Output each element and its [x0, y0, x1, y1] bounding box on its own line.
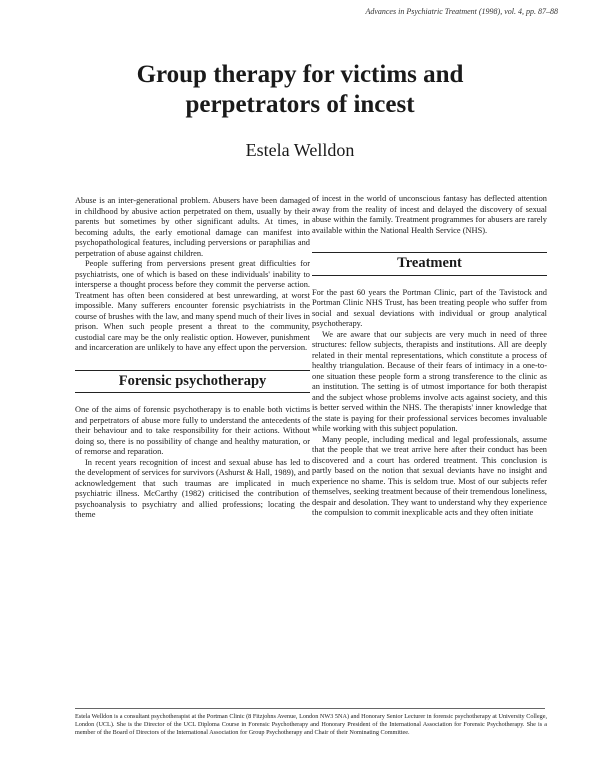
paragraph: Many people, including medical and legal professionals, assume that the people that we treat arrive here after their conduct has been discovered and a court has ordered treatment. This conclusion is partly based on the notion that sexual deviants have no insight and experience no shame. This is seldom true. Most of our subjects refer themselves, seeking treatment because of their tremendous loneliness, despair and desolation. They want to understand why they experience the compulsion to commit inexplicable acts and they often initiate: [312, 434, 547, 517]
article-title: [0, 60, 600, 120]
paragraph: In recent years recognition of incest and sexual abuse has led to the development of services for survivors (Ashurst & Hall, 1989), and acknowledgement that such traumas are implicated in much psychiatric illness. McCarthy (1982) criticised the contribution of psychoanalysis to psychiatry and allied professions; locating the theme: [75, 457, 310, 519]
paragraph: For the past 60 years the Portman Clinic, part of the Tavistock and Portman Clinic NHS Trust, has been treating people who suffer from social and sexual deviations with individual or group analytical psychotherapy.: [312, 287, 547, 328]
paragraph: Abuse is an inter-generational problem. Abusers have been damaged in childhood by abusive action perpetrated on them, usually by their parents but sometimes by other significant adults. At times, in becoming adults, the early emotional damage can manifest into psychopathological features, including perversions or paraphilias and perpetration of abuse against children.: [75, 196, 310, 258]
author-name: Estela Welldon: [245, 140, 355, 160]
paragraph: People suffering from perversions present great difficulties for psychiatrists, one of which is based on these individuals' inability to intersperse a thought process before they commit the perverse action. Treatment has often been considered at best unrewarding, at worst impossible. Many sufferers encounter forensic psychiatrists in the course of brushes with the law, and many spend much of their lives in prison. When such people present a threat to the community, custodial care may be the only realistic option. However, punishment and incarceration are unlikely to have any effect upon the perversion.: [75, 259, 310, 352]
running-head: Advances in Psychiatric Treatment (1998), vol. 4, pp. 87–88: [365, 7, 558, 16]
section-heading-forensic-psychotherapy: Forensic psychotherapy: [75, 370, 310, 394]
footnote-divider: [75, 708, 545, 709]
paragraph: One of the aims of forensic psychotherapy is to enable both victims and perpetrators of abuse more fully to understand the antecedents of their behaviour and to take responsibility for their actions. Without doing so, there is no possibility of change and healthy maturation, or of remorse and reparation.: [75, 405, 310, 456]
left-column: [75, 196, 310, 521]
author-footnote: Estela Welldon is a consultant psychotherapist at the Portman Clinic (8 Fitzjohns Avenue, London NW3 5NA) and Honorary Senior Lecturer in forensic psychotherapy at University College, London (UCL). She is the Director of the UCL Diploma Course in Forensic Psychotherapy and Honorary President of the International Association for Forensic Psychotherapy. She is a member of the Board of Directors of the International Association for Group Psychotherapy and Chair of their Nominating Committee.: [75, 713, 547, 737]
right-column: [312, 194, 547, 519]
title-line-1: Group therapy for victims and: [136, 61, 464, 88]
paragraph: We are aware that our subjects are very much in need of three structures: fellow subjects, therapists and institutions. All are deeply related in their mental representations, which constitute a process of healthy triangulation. Because of their fears of intimacy in a one-to-one situation these people form a strong transference to the clinic as an institution. The setting is of utmost importance for both therapist and the subject whose problems involve acts against society, and this is better served within the NHS. The therapists' inner knowledge that the state is paying for their professional services becomes invaluable while working with this subject population.: [312, 329, 547, 433]
title-line-2: perpetrators of incest: [185, 91, 415, 118]
paragraph: of incest in the world of unconscious fantasy has deflected attention away from the reality of incest and delayed the discovery of sexual abuse within the family. Treatment programmes for abusers are rarely available within the National Health Service (NHS).: [312, 194, 547, 235]
section-heading-treatment: Treatment: [312, 252, 547, 276]
